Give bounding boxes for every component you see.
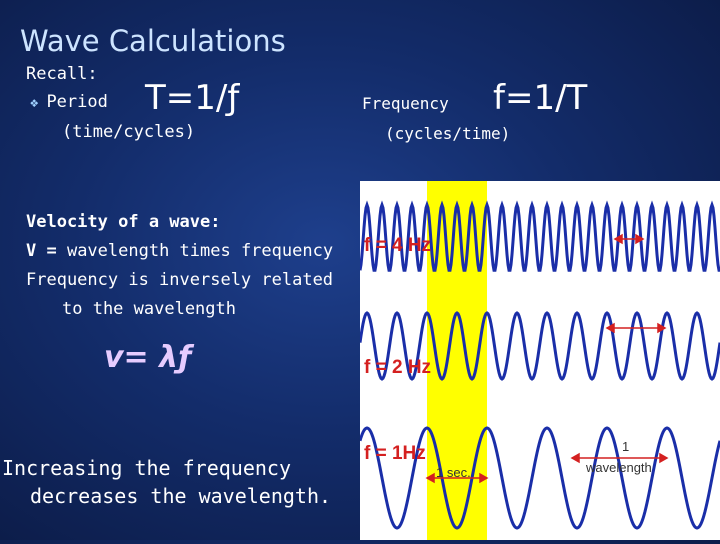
frequency-note: (cycles/time) <box>385 124 511 143</box>
slide-title: Wave Calculations <box>20 24 286 58</box>
recall-label: Recall: <box>26 64 98 84</box>
period-formula: T=1/ƒ <box>145 78 240 118</box>
velocity-line-1 <box>26 237 333 266</box>
conclusion-line-1: Increasing the frequency <box>2 456 291 480</box>
wavelength-label: wavelength <box>586 460 652 475</box>
wave-label-2hz: f = 2 Hz <box>364 357 432 378</box>
velocity-line-3: to the wavelength <box>62 299 236 319</box>
period-label: Period <box>46 92 108 112</box>
conclusion-line-2: decreases the wavelength. <box>30 484 332 508</box>
velocity-symbol: V = <box>26 241 57 261</box>
wavelength-arrow-4hz <box>615 235 643 243</box>
wave-equation: v= λƒ <box>104 340 192 375</box>
period-note: (time/cycles) <box>62 122 196 142</box>
wavelength-arrow-2hz <box>607 324 665 332</box>
velocity-heading: Velocity of a wave: <box>26 212 221 232</box>
velocity-block <box>26 208 333 324</box>
velocity-line-1-text: wavelength times frequency <box>56 241 334 261</box>
velocity-line-2: Frequency is inversely related <box>26 270 334 290</box>
frequency-diagram <box>360 181 720 540</box>
wavelength-number: 1 <box>622 439 630 454</box>
bullet-icon: ❖ <box>30 95 39 111</box>
wave-label-4hz: f = 4 Hz <box>364 235 432 256</box>
frequency-label: Frequency <box>362 94 449 113</box>
frequency-diagram-svg <box>360 181 720 540</box>
frequency-formula: f=1/T <box>493 78 588 118</box>
period-bullet-line <box>30 92 108 112</box>
one-second-label: 1 sec. <box>436 465 471 480</box>
conclusion-text <box>2 454 331 510</box>
wave-label-1hz: f = 1Hz <box>364 443 426 464</box>
